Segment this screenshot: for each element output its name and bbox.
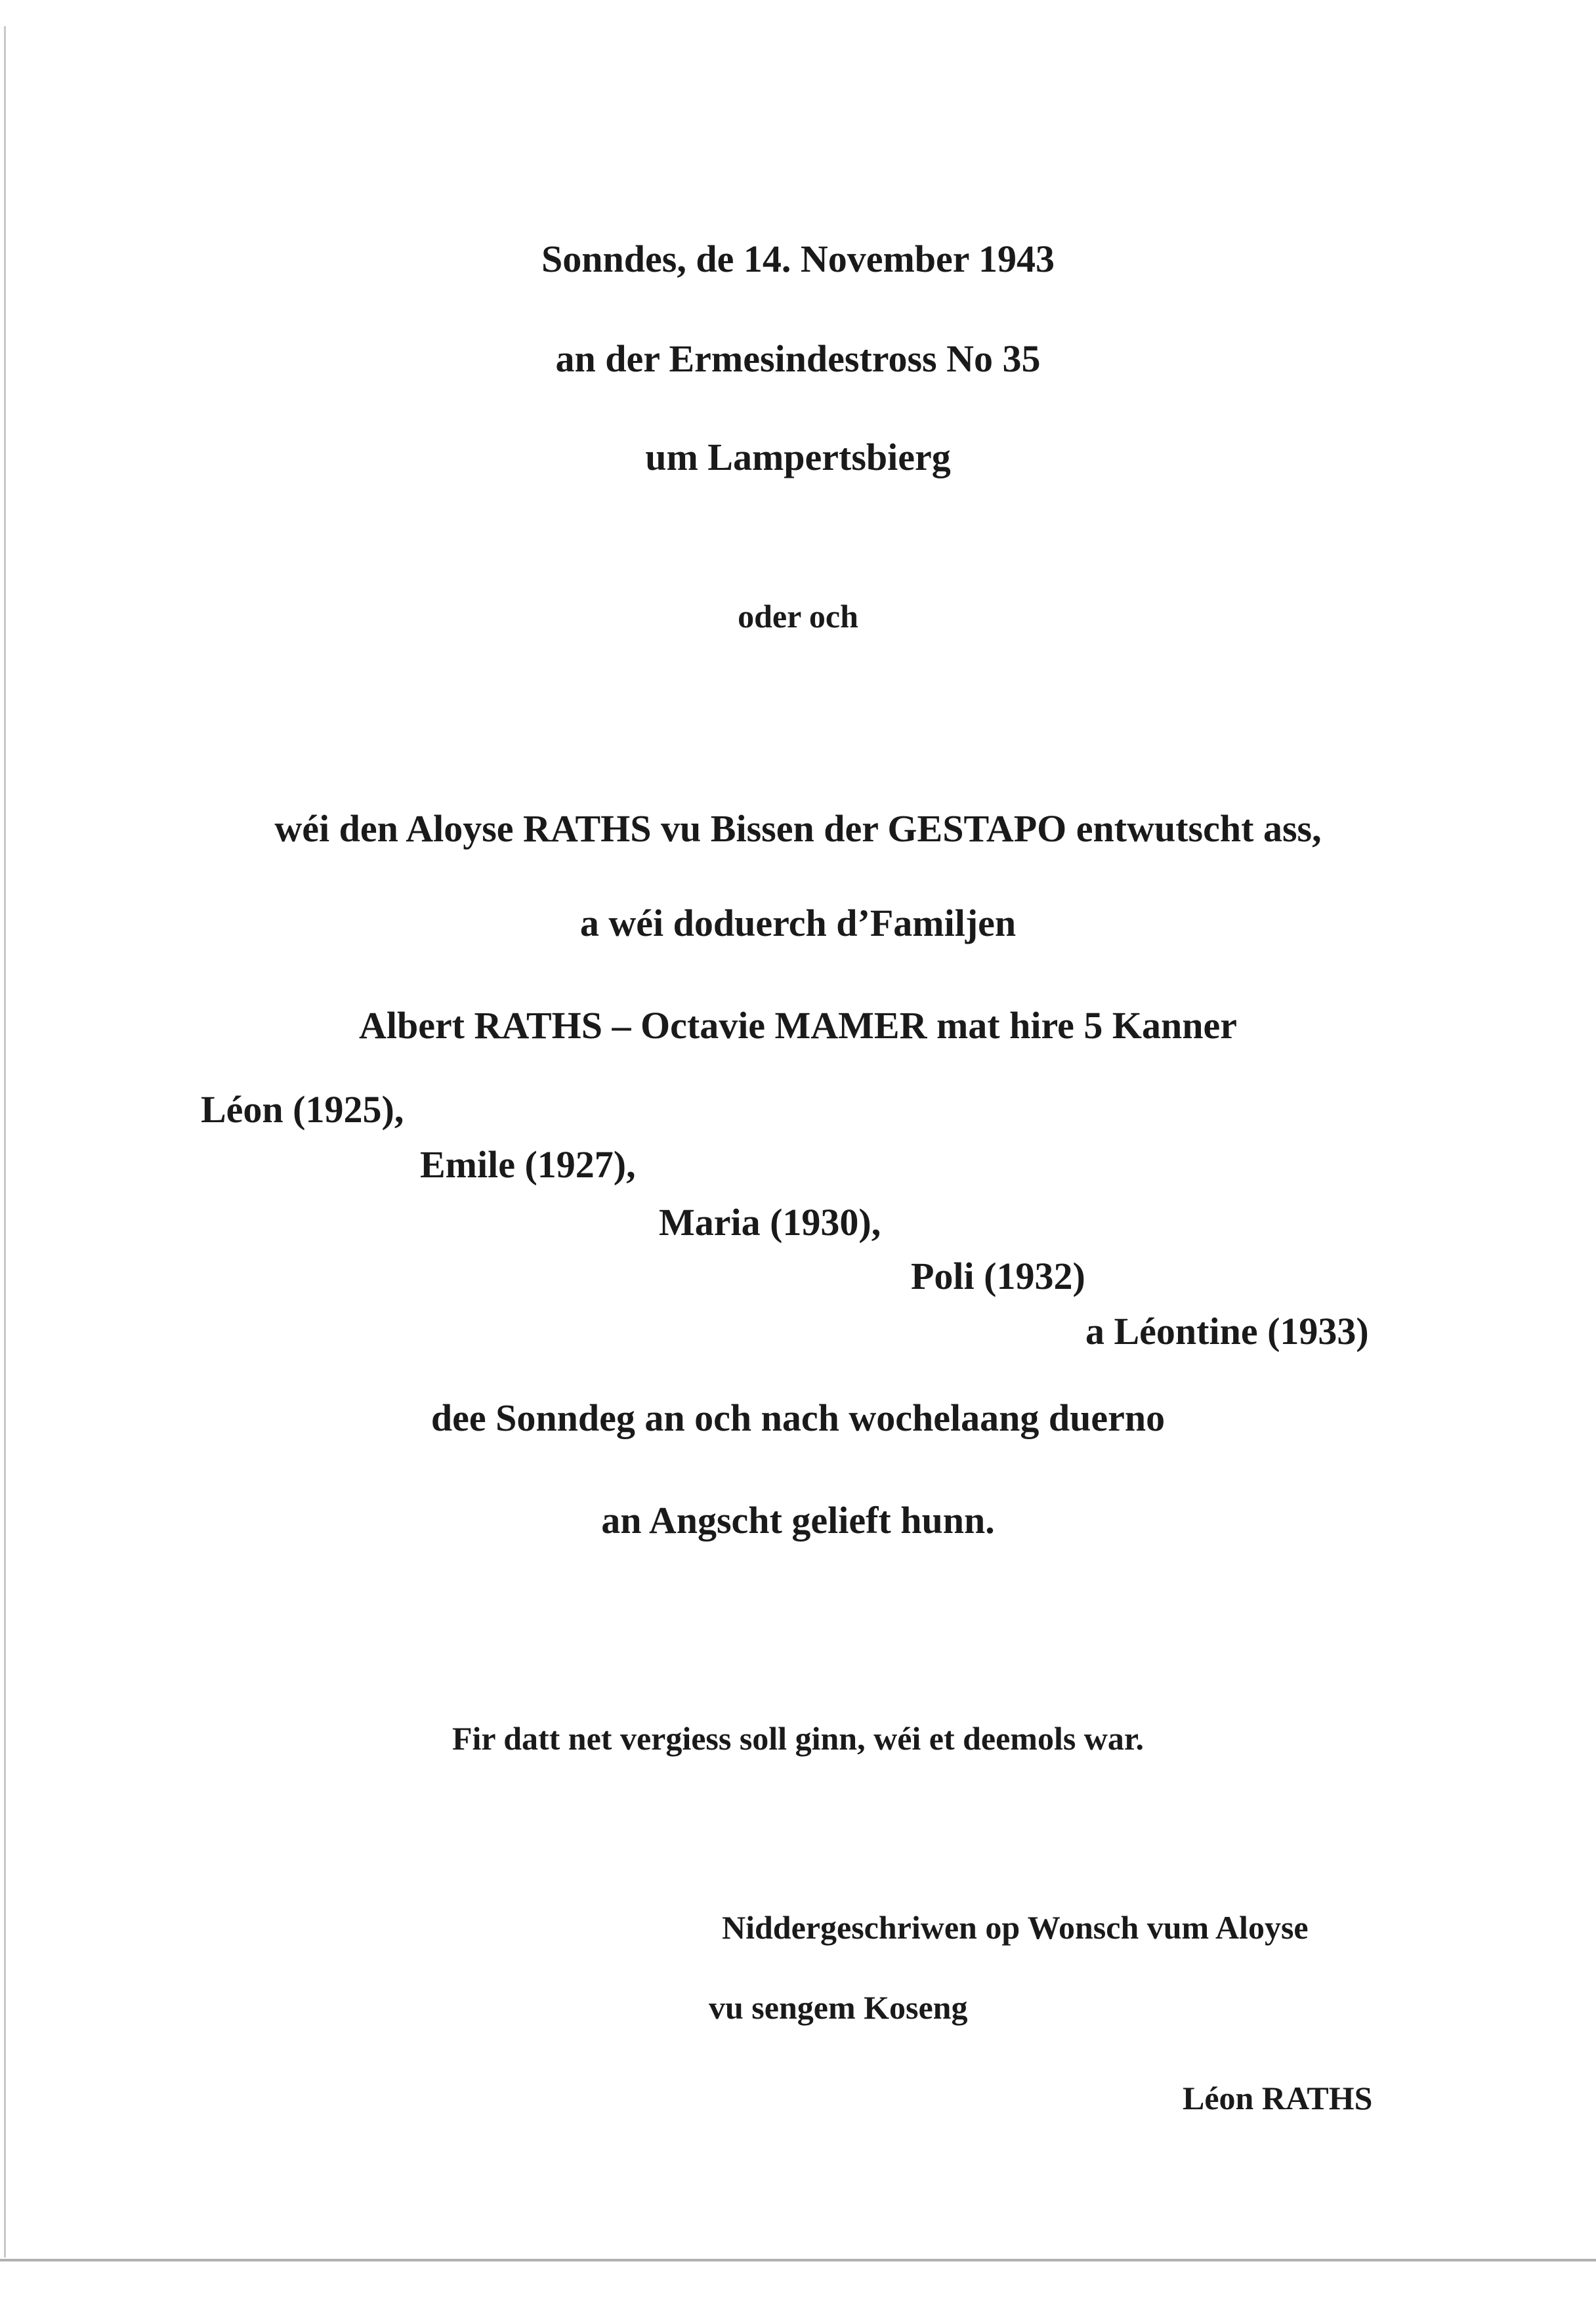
story-line-1: wéi den Aloyse RATHS vu Bissen der GESTAPO entwutscht ass, [274,807,1322,850]
closing-line-2: an Angscht gelieft hunn. [601,1499,995,1542]
place-line: um Lampertsbierg [645,436,951,478]
connector-text: oder och [738,598,858,635]
dedication-text: Fir datt net vergiess soll ginn, wéi et deemols war. [452,1720,1144,1757]
story-line-3: Albert RATHS – Octavie MAMER mat hire 5 Kanner [358,1004,1238,1047]
closing-line-1: dee Sonndeg an och nach wochelaang duerno [430,1396,1166,1439]
child-leontine: a Léontine (1933) [1085,1310,1369,1353]
signature-line-2: vu sengem Koseng [709,1989,968,2026]
child-poli: Poli (1932) [911,1255,1085,1297]
address-line: an der Ermesindestross No 35 [555,337,1041,380]
date-line: Sonndes, de 14. November 1943 [541,238,1055,280]
child-emile: Emile (1927), [420,1143,636,1186]
child-maria: Maria (1930), [659,1201,881,1244]
child-leon: Léon (1925), [201,1088,404,1131]
signature-line-1: Niddergeschriwen op Wonsch vum Aloyse [722,1909,1309,1946]
scan-bottom-edge [0,2259,1596,2261]
story-line-2: a wéi doduerch d’Familjen [579,902,1017,944]
signature-name: Léon RATHS [1183,2080,1373,2116]
